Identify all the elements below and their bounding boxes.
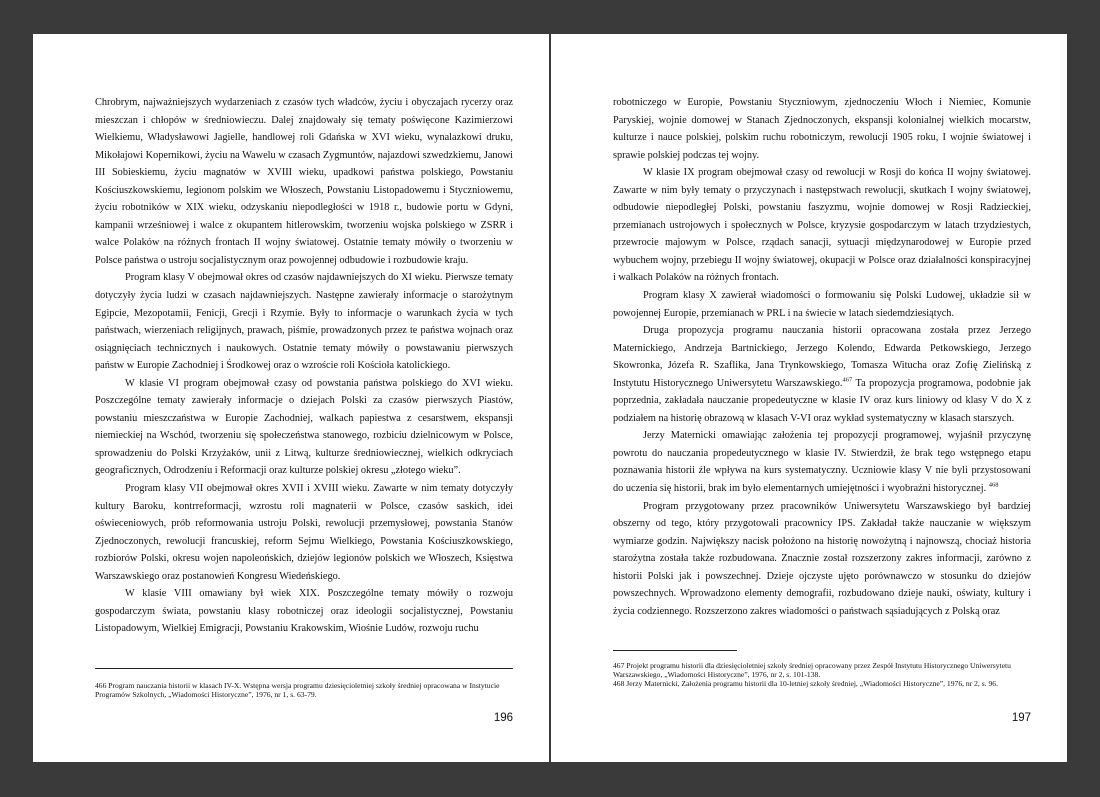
left-page: [33, 34, 549, 762]
body-text: [95, 94, 513, 638]
page-number: 197: [1011, 712, 1031, 724]
paragraph: Program przygotowany przez pracowników Uniwersytetu Warszawskiego był bardziej obszerny od tego, który przygotowali pracownicy IPS. Zakładał także nauczanie w większym wymiarze godzin. Największy nacisk położono na historię nowożytną i najnowszą, chociaż historia starożytna została także rozbudowana. Znacznie został rozszerzony zakres informacji, zarówno z historii Polski jak i powszechnej. Dzieje ojczyste ujęto porównawczo w stosunku do dziejów powszechnych. Wprowadzono elementy demografii, rozbudowano dzieje nauki, oświaty, kultury i życia codziennego. Rozszerzono zakres wiadomości o państwach sąsiadujących z Polską oraz: [613, 500, 1031, 617]
paragraph: W klasie VIII omawiany był wiek XIX. Poszczególne tematy mówiły o rozwoju gospodarczym świata, powstaniu klasy robotniczej oraz ideologii socjalistycznej, Powstaniu Listopadowym, Wielkiej Emigracji, Powstaniu Krakowskim, Wiośnie Ludów, rozwoju ruchu: [95, 588, 513, 635]
paragraph-text: Jerzy Maternicki omawiając założenia tej propozycji programowej, wyjaśnił przyczynę powrotu do nauczania propedeutycznego w klasie IV. Stwierdził, że brak tego wstępnego etapu poznawania historii źle wpływa na kurs systematyczny. Uczniowie klasy V nie byli przystosowani do uczenia się historii, brak im było elementarnych umiejętności i wyobraźni historycznej.: [613, 430, 1031, 495]
paragraph: robotniczego w Europie, Powstaniu Styczniowym, zjednoczeniu Włoch i Niemiec, Komunie Paryskiej, wojnie domowej w Stanach Zjednoczonych, ekspansji kolonialnej wielkich mocarstw, kulturze i nauce polskiej, polskim ruchu robotniczym, rewolucji 1905 roku, I wojnie światowej i sprawie polskiej podczas tej wojny.: [613, 97, 1031, 161]
paragraph: Program klasy X zawierał wiadomości o formowaniu się Polski Ludowej, układzie sił w powojennej Europie, przemianach w PRL i na świecie w latach siedemdziesiątych.: [613, 290, 1031, 319]
footnote-separator: [613, 650, 737, 651]
paragraph: W klasie IX program obejmował czasy od rewolucji w Rosji do końca II wojny światowej. Zawarte w nim były tematy o przyczynach i następstwach rewolucji, skutkach I wojny światowej, odbudowie niepodległej Polski, powstaniu faszyzmu, wojnie domowej w Rosji Radzieckiej, przemianach ustrojowych i społecznych w Polsce, kryzysie gospodarczym w latach trzydziestych, przewrocie majowym w Polsce, rządach sanacji, sytuacji międzynarodowej w Europie przed wybuchem wojny, przebiegu II wojny światowej, okupacji w Polsce oraz działalności konspiracyjnej i walkach Polaków na różnych frontach.: [613, 167, 1031, 284]
body-text: [613, 94, 1031, 620]
footnote-separator: [95, 668, 513, 669]
paragraph: Chrobrym, najważniejszych wydarzeniach z czasów tych władców, życiu i obyczajach rycerzy oraz mieszczan i chłopów w średniowieczu. Dalej znajdowały się tematy poświęcone Kazimierzowi Wielkiemu, Władysławowi Jagielle, handlowej roli Gdańska w XVI wieku, wynalazkowi druku, Mikołajowi Kopernikowi, życiu na Wawelu w czasach Zygmuntów, najazdowi szwedzkiemu, Janowi III Sobieskiemu, życiu magnatów w XVIII wieku, upadkowi państwa polskiego, Powstaniu Kościuszkowskiemu, legionom polskim we Włoszech, Powstaniu Listopadowemu i Styczniowemu, życiu robotników w XIX wieku, odzyskaniu niepodległości w 1918 r., budowie portu w Gdyni, kampanii wrześniowej i walce z okupantem hitlerowskim, tworzeniu wojska polskiego w ZSRR i walce Polaków na różnych frontach II wojny światowej. Ostatnie tematy mówiły o tworzeniu w Polsce państwa o ustroju socjalistycznym oraz powojennej odbudowie i rozbudowie kraju.: [95, 97, 513, 266]
paragraph-text: Ta propozycja programowa, podobnie jak poprzednia, zakładała nauczanie propedeutyczne w klasie IV oraz kurs liniowy od klasy V do X z podziałem na historię obrazową w klasach V-VI oraz wykład systematyczny w klasach starszych.: [613, 377, 1031, 424]
footnote: 467 Projekt programu historii dla dziesięcioletniej szkoły średniej opracowany przez Zespół Instytutu Historycznego Uniwersytetu Warszawskiego, „Wiadomości Historyczne”, 1976, nr 2, s. 101-138.: [613, 661, 1011, 679]
paragraph: [613, 322, 1031, 427]
footnote-ref[interactable]: 468: [988, 481, 999, 489]
paragraph: Program klasy V obejmował okres od czasów najdawniejszych do XI wieku. Pierwsze tematy dotyczyły życia ludzi w czasach najdawniejszych. Następne zawierały informacje o starożytnym Egipcie, Mezopotamii, Fenicji, Grecji i Rzymie. Były to informacje o warunkach życia w tych państwach, wierzeniach religijnych, prawach, piśmie, prowadzonych przez te państwa wojnach oraz osiągnięciach technicznych i naukowych. Ostatnie tematy mówiły o powstawaniu pierwszych państw w Europie Zachodniej i Środkowej oraz o wzroście roli Kościoła katolickiego.: [95, 272, 513, 372]
paragraph: Program klasy VII obejmował okres XVII i XVIII wieku. Zawarte w nim tematy dotyczyły kultury Baroku, kontrreformacji, wzrostu roli magnaterii w Polsce, czasów saskich, idei oświeceniowych, prób reformowania ustroju Polski, rewolucji przemysłowej, powstania Stanów Zjednoczonych, rewolucji francuskiej, reform Sejmu Wielkiego, Powstania Kościuszkowskiego, rozbiorów Polski, okresu wojen napoleońskich, dziejów legionów polskich we Włoszech, Księstwa Warszawskiego oraz postanowień Kongresu Wiedeńskiego.: [95, 483, 513, 582]
page-number: 196: [493, 712, 513, 724]
paragraph: W klasie VI program obejmował czasy od powstania państwa polskiego do XVI wieku. Poszczególne tematy zawierały informacje o dziejach Polski za czasów pierwszych Piastów, powstaniu mieszczaństwa w Europie Zachodniej, walkach papiestwa z cesarstwem, ekspansji niemieckiej na Wschód, tworzeniu się społeczeństwa stanowego, rozbiciu dzielnicowym w Polsce, sprowadzeniu do Polski Krzyżaków, unii z Litwą, kulturze średniowiecznej, wielkich odkryciach geograficznych, Odrodzeniu i Reformacji oraz kulturze polskiej okresu „złotego wieku”.: [95, 377, 513, 477]
right-page: [551, 34, 1067, 762]
footnote: 466 Program nauczania historii w klasach IV-X. Wstępna wersja programu dziesięcioletniej szkoły średniej opracowana w Instytucie Programów Szkolnych, „Wiadomości Historyczne”, 1976, nr 1, s. 63-79.: [95, 681, 500, 699]
footnote: 468 Jerzy Maternicki, Założenia programu historii dla 10-letniej szkoły średniej, „Wiadomości Historyczne”, 1976, nr 2, s. 96.: [613, 678, 998, 688]
footnotes: [95, 682, 513, 700]
paragraph: [613, 427, 1031, 497]
paragraph-text: Druga propozycja programu nauczania historii opracowana została przez Jerzego Maternickiego, Andrzeja Bartnickiego, Jerzego Kolendo, Edwarda Petkowskiego, Jerzego Skowronka, Józefa R. Szaflika, Jana Trynkowskiego, Tomasza Wituchа oraz Zofię Zielińską z Instytutu Historycznego Uniwersytetu Warszawskiego.: [613, 325, 1031, 389]
footnote-ref[interactable]: 467: [842, 376, 853, 384]
footnotes: [613, 662, 1031, 689]
